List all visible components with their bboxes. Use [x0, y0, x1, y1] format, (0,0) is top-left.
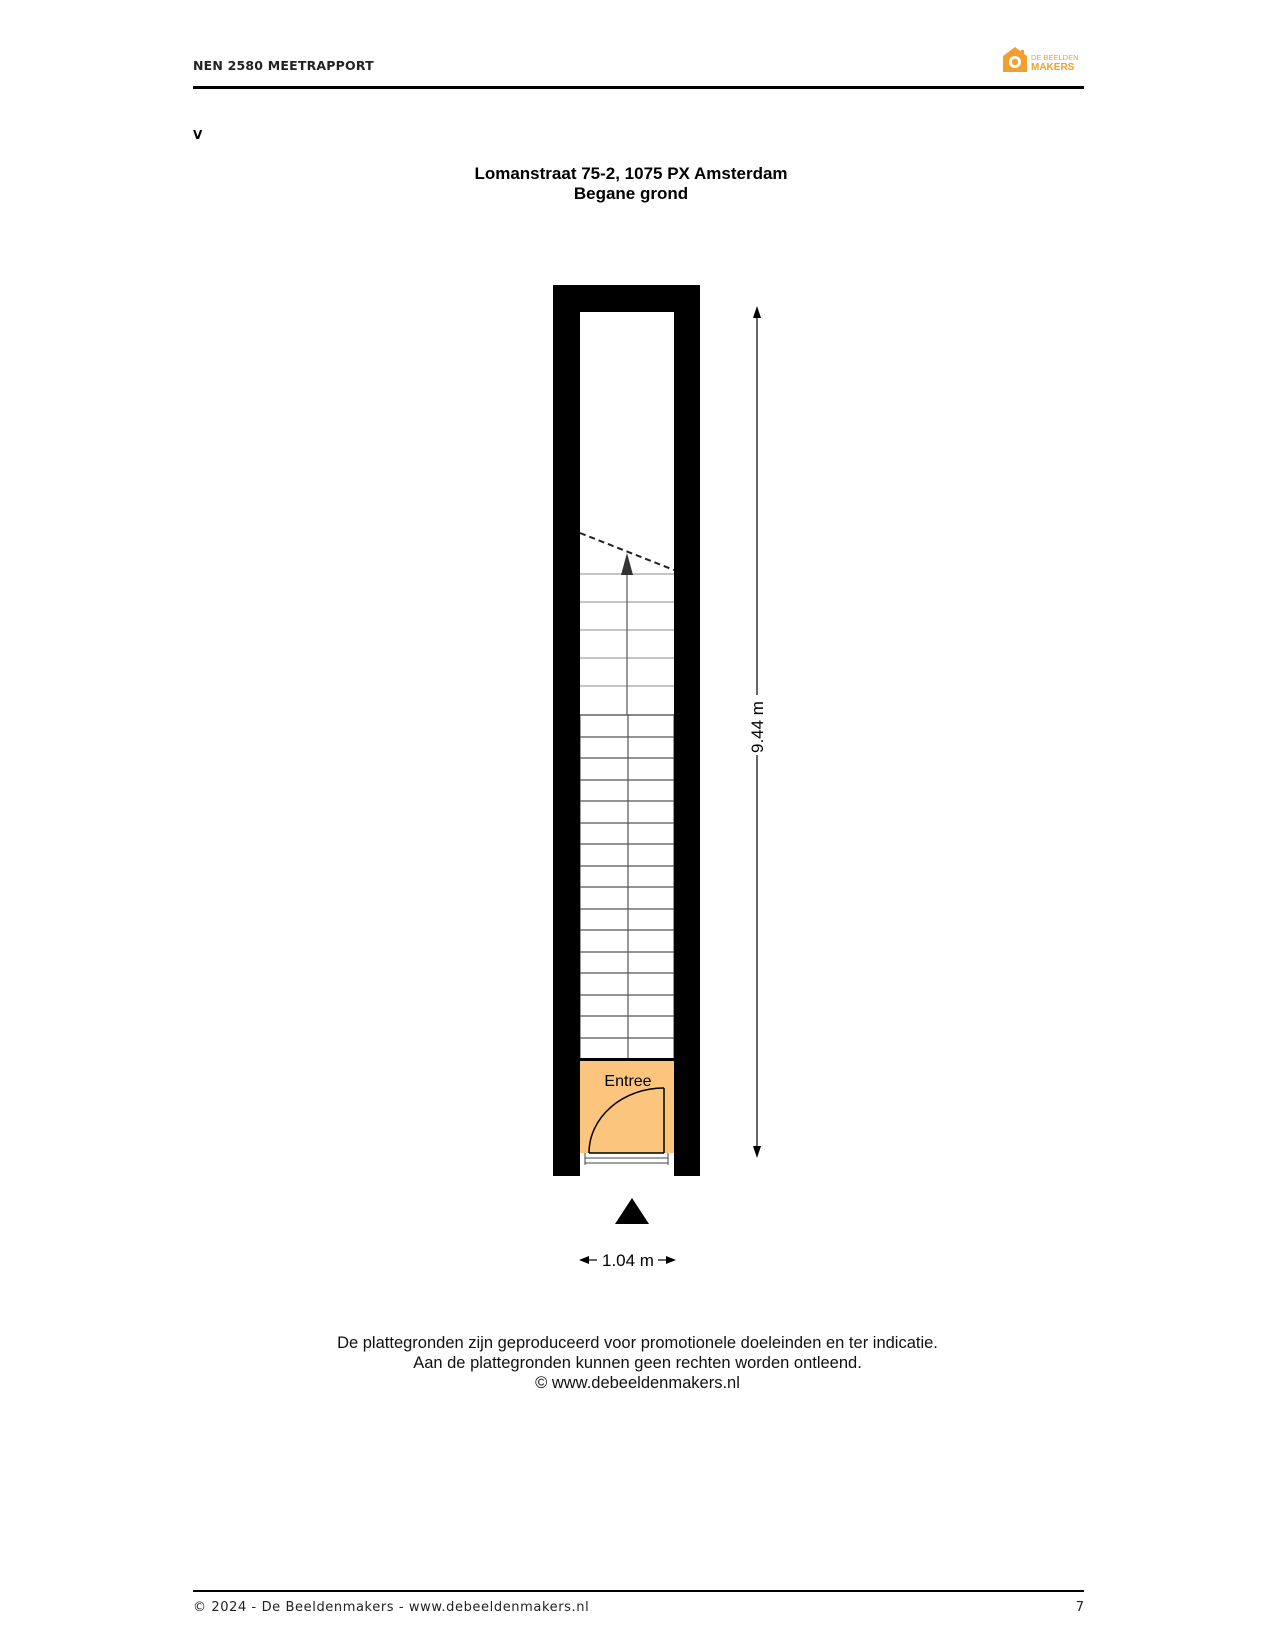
disclaimer-line-1: De plattegronden zijn geproduceerd voor promotionele doeleinden en ter indicatie. — [337, 1334, 938, 1352]
footer-divider — [193, 1590, 1084, 1592]
logo-text-bottom: MAKERS — [1031, 62, 1075, 73]
plan-floor-name: Begane grond — [573, 184, 689, 203]
report-header-title: NEN 2580 MEETRAPPORT — [193, 58, 374, 73]
length-dimension-label: 9.44 m — [748, 701, 767, 753]
stair-direction-arrow-icon — [621, 553, 633, 575]
logo-text-top: DE BEELDEN — [1031, 53, 1079, 62]
width-dimension-label: 1.04 m — [602, 1251, 654, 1270]
dimension-arrow-top-icon — [753, 306, 761, 318]
door-threshold — [585, 1153, 668, 1165]
footer-copyright: © 2024 - De Beeldenmakers - www.debeeldenmakers.nl — [193, 1600, 590, 1615]
page-marker: V — [193, 128, 203, 142]
stair-treads — [580, 715, 674, 1038]
page-number: 7 — [1075, 1600, 1084, 1615]
dimension-arrow-bottom-icon — [753, 1146, 761, 1158]
disclaimer-line-2: Aan de plattegronden kunnen geen rechten worden ontleend. — [413, 1354, 862, 1372]
dimension-arrow-right-icon — [666, 1256, 676, 1264]
plan-address: Lomanstraat 75-2, 1075 PX Amsterdam — [474, 164, 788, 183]
walls — [553, 285, 700, 1176]
entrance-marker-icon — [615, 1198, 649, 1224]
disclaimer-line-3: © www.debeeldenmakers.nl — [535, 1374, 740, 1392]
dimension-arrow-left-icon — [579, 1256, 589, 1264]
room-label-entree: Entree — [604, 1073, 652, 1090]
